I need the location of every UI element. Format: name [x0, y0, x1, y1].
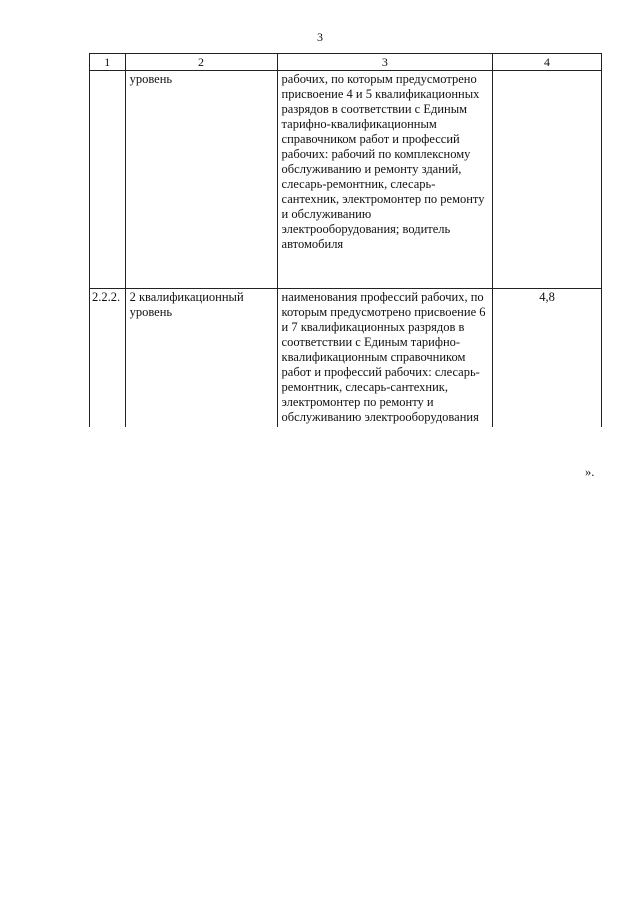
- column-header-3: 3: [277, 54, 493, 71]
- column-header-1: 1: [90, 54, 126, 71]
- row-description: рабочих, по которым предусмотрено присвоение 4 и 5 квалификационных разрядов в соответствии с Единым тарифно-квалификационным справочником работ и профессий рабочих: рабочий по комплексному обслуживанию и ремонту зданий, слесарь-ремонтник, слесарь-сантехник, электромонтер по ремонту и обслуживанию электрооборудования; водитель автомобиля: [277, 71, 493, 289]
- column-header-2: 2: [125, 54, 277, 71]
- row-code: 2.2.2.: [90, 289, 126, 428]
- closing-quote: ».: [585, 465, 595, 479]
- row-level: 2 квалификационный уровень: [125, 289, 277, 428]
- page-number: 3: [317, 30, 323, 44]
- row-level: уровень: [125, 71, 277, 289]
- row-description: наименования профессий рабочих, по которым предусмотрено присвоение 6 и 7 квалификационных разрядов в соответствии с Единым тарифно-квалификационным справочником работ и профессий рабочих: слесарь-ремонтник, слесарь-сантехник, электромонтер по ремонту и обслуживанию электрооборудования: [277, 289, 493, 428]
- row-code: [90, 71, 126, 289]
- column-header-4: 4: [493, 54, 602, 71]
- table-header-row: [90, 54, 602, 71]
- table-row: [90, 71, 602, 289]
- row-coefficient: [493, 71, 602, 289]
- qualification-table: [89, 53, 602, 427]
- table-row: [90, 289, 602, 428]
- row-coefficient: 4,8: [493, 289, 602, 428]
